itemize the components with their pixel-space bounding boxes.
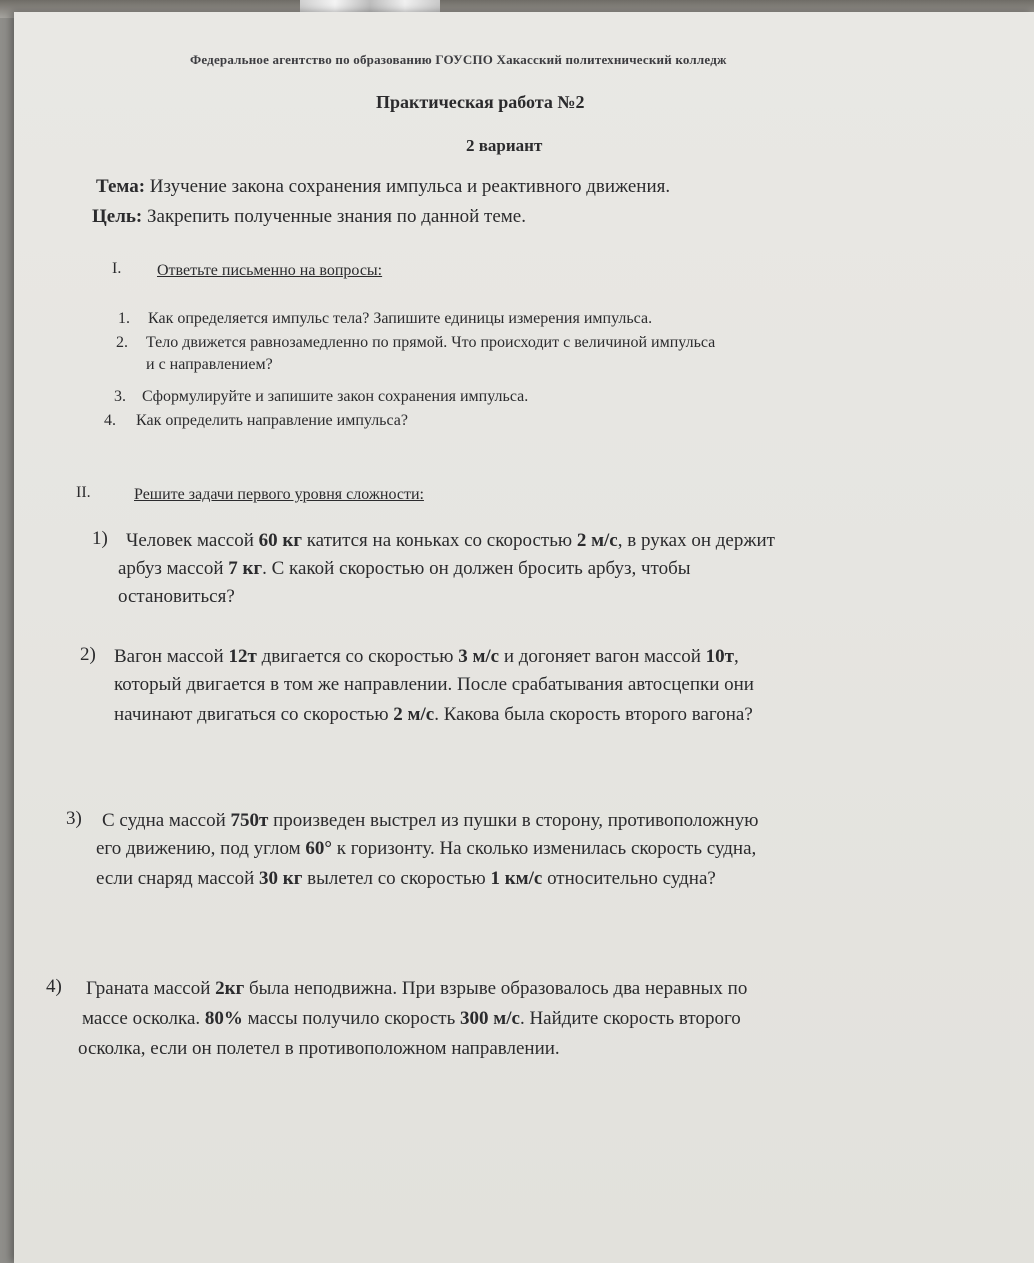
task-value: 2 м/с bbox=[576, 530, 618, 551]
task-value: 7 кг bbox=[228, 558, 263, 579]
goal-label: Цель: bbox=[92, 206, 143, 227]
task-text: к горизонту. На сколько изменилась скорость судна, bbox=[332, 838, 757, 859]
task-4-line-2 bbox=[82, 1008, 741, 1030]
goal-line bbox=[92, 206, 526, 228]
task-value: 3 м/с bbox=[458, 646, 500, 667]
task-4-line-3 bbox=[78, 1038, 560, 1060]
task-text: Вагон массой bbox=[114, 646, 229, 667]
question-4-text: Как определить направление импульса? bbox=[136, 412, 408, 429]
task-text: . Какова была скорость второго вагона? bbox=[434, 704, 753, 725]
question-2-number: 2. bbox=[116, 334, 128, 351]
task-4-line-1 bbox=[86, 978, 747, 1000]
document-sheet bbox=[14, 12, 1034, 1263]
task-value: 2кг bbox=[215, 978, 245, 999]
task-4-number: 4) bbox=[46, 976, 62, 997]
question-2-text-cont: и с направлением? bbox=[146, 356, 273, 373]
task-text: и догоняет вагон массой bbox=[499, 646, 706, 667]
task-value: 30 кг bbox=[259, 868, 303, 889]
task-text: массы получило скорость bbox=[242, 1008, 461, 1029]
task-value: 60 кг bbox=[258, 530, 302, 551]
section1-number: I. bbox=[112, 260, 122, 277]
question-2-text: Тело движется равнозамедленно по прямой. Что происходит с величиной импульса bbox=[146, 334, 716, 351]
task-3-line-1 bbox=[102, 810, 758, 832]
topic-label: Тема: bbox=[96, 176, 146, 197]
task-text: осколка, если он полетел в противоположном направлении. bbox=[78, 1038, 560, 1059]
task-value: 750т bbox=[230, 810, 269, 831]
task-3-line-3 bbox=[96, 868, 716, 890]
task-text: вылетел со скоростью bbox=[302, 868, 491, 889]
task-text: массе осколка. bbox=[82, 1008, 205, 1029]
task-value: 60° bbox=[305, 838, 333, 859]
task-text: , в руках он держит bbox=[617, 530, 775, 551]
task-text: который двигается в том же направлении. После срабатывания автосцепки они bbox=[114, 674, 754, 695]
task-value: 12т bbox=[228, 646, 257, 667]
topic-text: Изучение закона сохранения импульса и реактивного движения. bbox=[145, 176, 671, 197]
task-value: 10т bbox=[705, 646, 734, 667]
question-3-number: 3. bbox=[114, 388, 126, 405]
task-text: катится на коньках со скоростью bbox=[301, 530, 577, 551]
task-3-number: 3) bbox=[66, 808, 82, 829]
task-text: остановиться? bbox=[118, 586, 235, 607]
task-1-line-1 bbox=[126, 530, 775, 552]
task-text: арбуз массой bbox=[118, 558, 229, 579]
task-text: . С какой скоростью он должен бросить арбуз, чтобы bbox=[262, 558, 691, 579]
task-value: 80% bbox=[204, 1008, 243, 1029]
task-text: , bbox=[734, 646, 739, 667]
task-value: 300 м/с bbox=[460, 1008, 520, 1029]
task-1-line-2 bbox=[118, 558, 691, 580]
document-title: Практическая работа №2 bbox=[376, 92, 585, 112]
task-text: относительно судна? bbox=[542, 868, 716, 889]
section2-title: Решите задачи первого уровня сложности: bbox=[134, 486, 424, 503]
task-1-line-3 bbox=[118, 586, 235, 608]
task-2-line-1 bbox=[114, 646, 739, 668]
task-text: С судна массой bbox=[102, 810, 231, 831]
task-text: двигается со скоростью bbox=[256, 646, 459, 667]
task-text: его движению, под углом bbox=[96, 838, 306, 859]
task-3-line-2 bbox=[96, 838, 756, 860]
task-text: Человек массой bbox=[126, 530, 259, 551]
section2-number: II. bbox=[76, 484, 91, 501]
task-text: произведен выстрел из пушки в сторону, противоположную bbox=[268, 810, 759, 831]
section1-title: Ответьте письменно на вопросы: bbox=[157, 262, 383, 279]
question-1-number: 1. bbox=[118, 310, 130, 327]
task-text: . Найдите скорость второго bbox=[519, 1008, 741, 1029]
task-2-number: 2) bbox=[80, 644, 96, 665]
question-1-text: Как определяется импульс тела? Запишите единицы измерения импульса. bbox=[148, 310, 653, 327]
task-text: если снаряд массой bbox=[96, 868, 260, 889]
task-value: 2 м/с bbox=[393, 704, 435, 725]
question-3-text: Сформулируйте и запишите закон сохранения импульса. bbox=[142, 388, 529, 405]
task-2-line-2 bbox=[114, 674, 754, 696]
task-text: Граната массой bbox=[86, 978, 216, 999]
task-text: была неподвижна. При взрыве образовалось два неравных по bbox=[244, 978, 748, 999]
goal-text: Закрепить полученные знания по данной теме. bbox=[142, 206, 526, 227]
topic-line bbox=[96, 176, 670, 198]
task-value: 1 км/с bbox=[490, 868, 543, 889]
task-2-line-3 bbox=[114, 704, 753, 726]
header-institution: Федеральное агентство по образованию ГОУСПО Хакасский политехнический колледж bbox=[190, 52, 727, 67]
question-4-number: 4. bbox=[104, 412, 116, 429]
task-1-number: 1) bbox=[92, 528, 108, 549]
variant-label: 2 вариант bbox=[466, 136, 543, 155]
task-text: начинают двигаться со скоростью bbox=[114, 704, 394, 725]
